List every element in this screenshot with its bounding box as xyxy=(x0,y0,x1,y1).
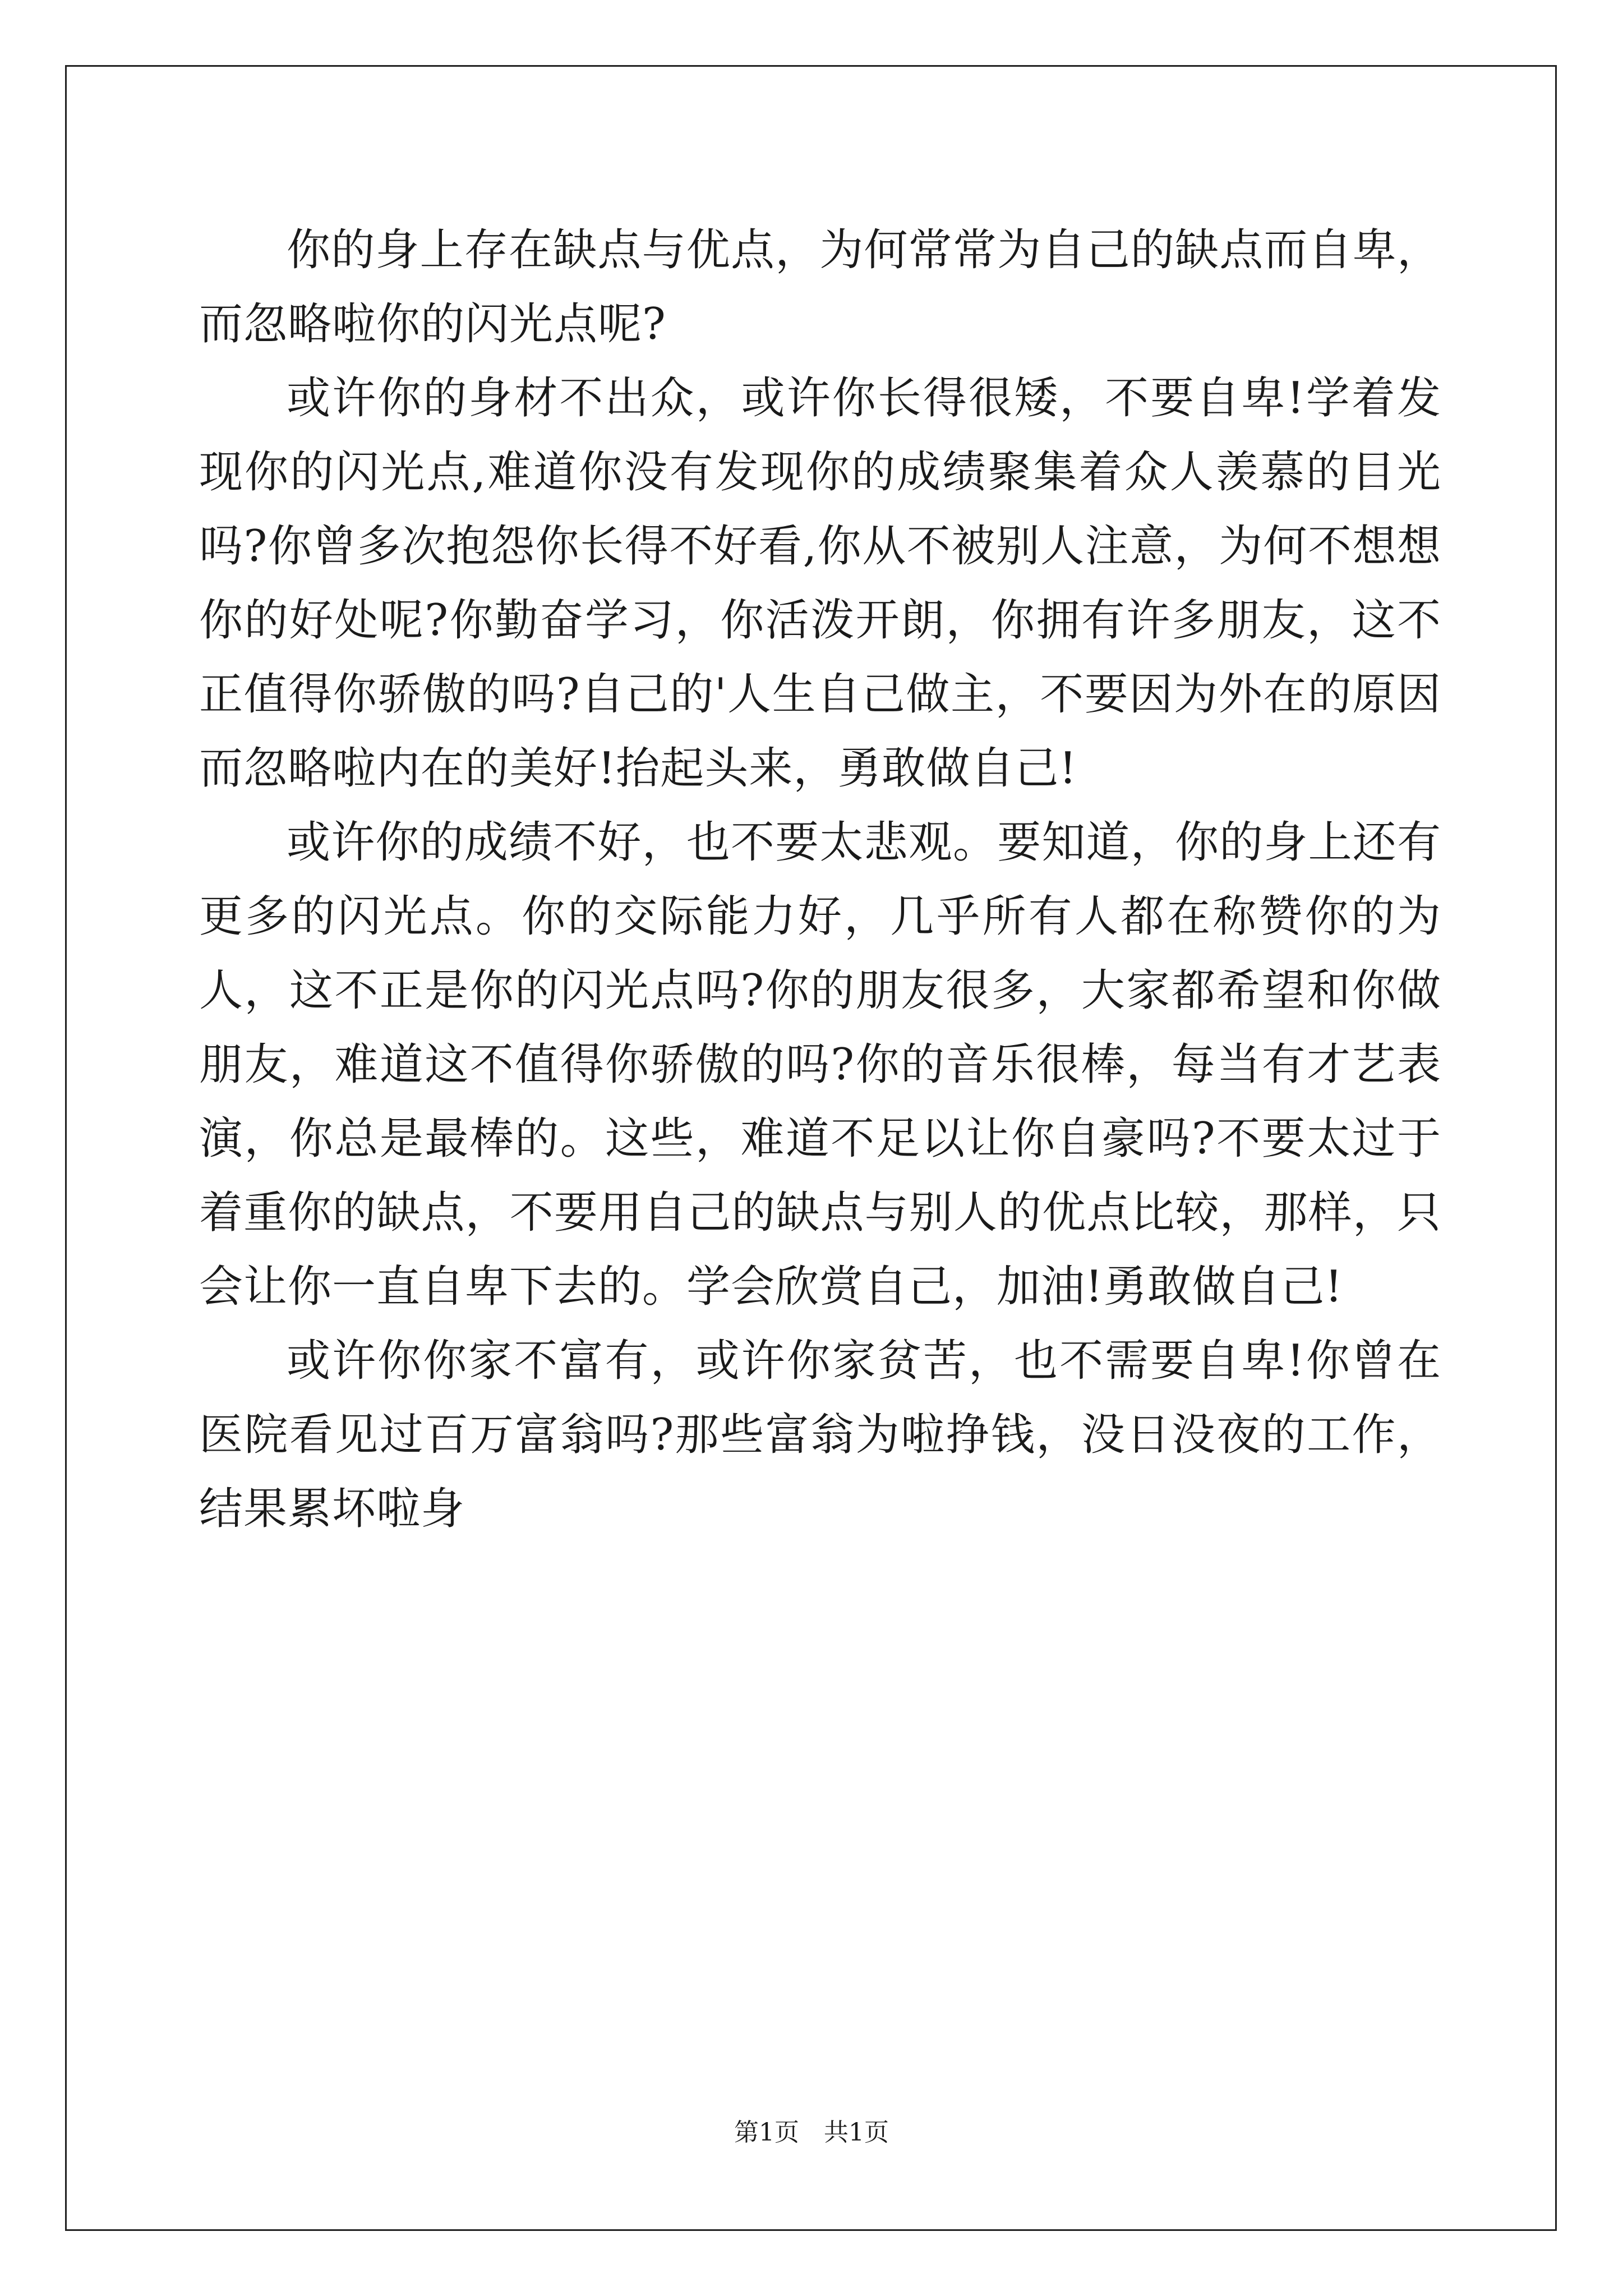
paragraph-1: 你的身上存在缺点与优点，为何常常为自己的缺点而自卑，而忽略啦你的闪光点呢? xyxy=(199,225,1441,349)
page-total: 共1页 xyxy=(824,2118,889,2147)
paragraph-3: 或许你的成绩不好，也不要太悲观。要知道，你的身上还有更多的闪光点。你的交际能力好，几乎所有人都在称赞你的为人，这不正是你的闪光点吗?你的朋友很多，大家都希望和你做朋友，难道这不值得你骄傲的吗?你的音乐很棒，每当有才艺表演，你总是最棒的。这些，难道不足以让你自豪吗?不要太过于着重你的缺点，不要用自己的缺点与别人的优点比较，那样，只会让你一直自卑下去的。学会欣赏自己，加油!勇敢做自己! xyxy=(199,817,1441,1312)
paragraph-4: 或许你你家不富有，或许你家贫苦，也不需要自卑!你曾在医院看见过百万富翁吗?那些富翁为啦挣钱，没日没夜的工作，结果累坏啦身 xyxy=(199,1336,1441,1534)
paragraph-2: 或许你的身材不出众，或许你长得很矮，不要自卑!学着发现你的闪光点,难道你没有发现你的成绩聚集着众人羡慕的目光吗?你曾多次抱怨你长得不好看,你从不被别人注意，为何不想想你的好处呢?你勤奋学习，你活泼开朗，你拥有许多朋友，这不正值得你骄傲的吗?自己的'人生自己做主，不要因为外在的原因而忽略啦内在的美好!抬起头来，勇敢做自己! xyxy=(199,373,1441,794)
page-number: 第1页 xyxy=(734,2118,799,2147)
page-footer xyxy=(0,2112,1623,2148)
document-body xyxy=(199,213,1441,1546)
